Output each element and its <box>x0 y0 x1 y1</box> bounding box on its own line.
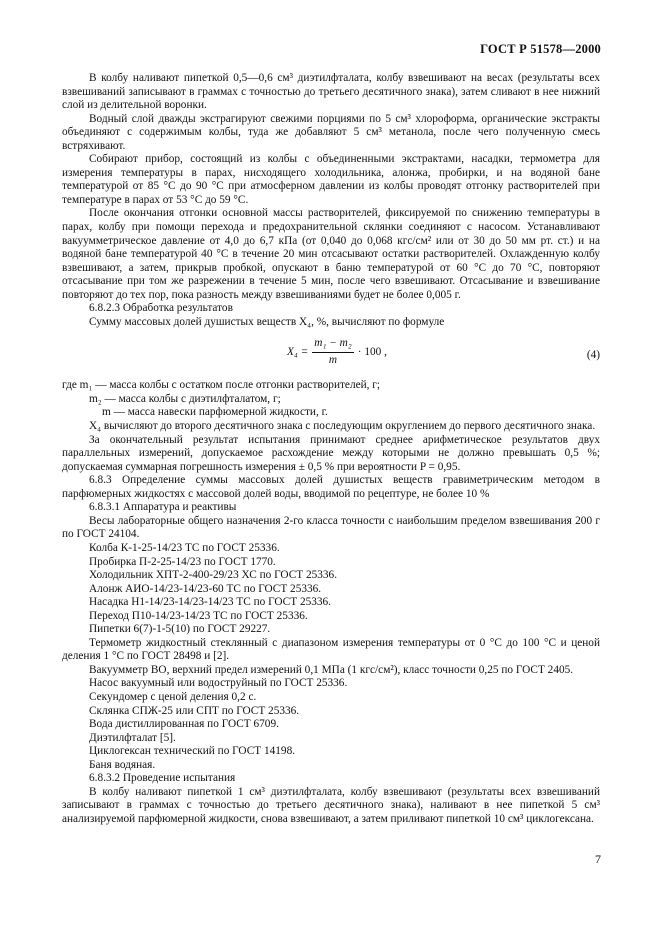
formula-tail: · 100 , <box>357 345 387 358</box>
formula-denominator: m <box>328 353 338 366</box>
paragraph: После окончания отгонки основной массы растворителей, фиксируемой по снижению температуры в парах, колбу при помощи перехода и предохранительной склянки соединяют с насосом. Устанавливают вакуумметрическое давление от 4,0 до 6,7 кПа (от 0,040 до 0,068 кгс/см² или от 30 до 50 мм рт. ст.) и на водяной бане температурой 40 °С в течение 20 мин отсасывают остатки растворителей. Охлажденную колбу взвешивают, а затем, прикрыв пробкой, опускают в баню температурой от 60 °С до 70 °С, повторяют отсасывание при том же разрежении в течение 5 мин, после чего взвешивают. Отсасывание и взвешивание повторяют до тех пор, пока разность между взвешиваниями будет не более 0,005 г. <box>62 207 600 301</box>
list-item: Алонж АИО-14/23-14/23-60 ТС по ГОСТ 25336. <box>89 582 322 595</box>
section-heading: 6.8.3.1 Аппаратура и реактивы <box>89 501 237 514</box>
list-item: Секундомер с ценой деления 0,2 с. <box>89 690 257 703</box>
list-item: Склянка СПЖ-25 или СПТ по ГОСТ 25336. <box>89 704 300 717</box>
paragraph: За окончательный результат испытания принимают среднее арифметическое результатов двух параллельных измерений, допускаемое расхождение между которыми не должно превышать 0,5 %; допускаемая суммарная погрешность измерения ± 0,5 % при вероятности P = 0,95. <box>62 433 600 473</box>
where-line: где m₁ — масса колбы с остатком после отгонки растворителей, г; <box>62 379 381 392</box>
formula-lhs: X₄ = <box>287 345 309 358</box>
formula-fraction <box>312 337 353 367</box>
paragraph: X₄ вычисляют до второго десятичного знака с последующим округлением до первого десятичного знака. <box>89 420 596 433</box>
list-item: Холодильник ХПТ-2-400-29/23 ХС по ГОСТ 25336. <box>89 569 338 582</box>
list-item: Диэтилфталат [5]. <box>89 731 176 744</box>
where-line: m₂ — масса колбы с диэтилфталатом, г; <box>89 392 281 405</box>
list-item: Вода дистиллированная по ГОСТ 6709. <box>89 718 279 731</box>
document-header: ГОСТ Р 51578—2000 <box>480 42 601 56</box>
paragraph: 6.8.3 Определение суммы массовых долей душистых веществ гравиметрическим методом в парфюмерных жидкостях с массовой долей воды, вводимой по рецептуре, не более 10 % <box>62 474 600 500</box>
section-heading: 6.8.2.3 Обработка результатов <box>89 302 233 315</box>
section-heading: 6.8.3.2 Проведение испытания <box>89 772 236 785</box>
where-line: m — масса навески парфюмерной жидкости, г. <box>102 406 328 419</box>
paragraph: Собирают прибор, состоящий из колбы с объединенными экстрактами, насадки, термометра для измерения температуры в парах, нисходящего холодильника, алонжа, пробирки, и на водяной бане температурой от 85 °С до 90 °С при атмосферном давлении из колбы проводят отгонку растворителей при температуре в парах от 53 °С до 59 °С. <box>62 153 600 206</box>
list-item: Пробирка П-2-25-14/23 по ГОСТ 1770. <box>89 555 276 568</box>
page-number: 7 <box>595 852 601 866</box>
list-item: Насадка Н1-14/23-14/23-14/23 ТС по ГОСТ 25336. <box>89 596 332 609</box>
list-item: Колба К-1-25-14/23 ТС по ГОСТ 25336. <box>89 541 280 554</box>
list-item: Вакуумметр ВО, верхний предел измерений 0,1 МПа (1 кгс/см²), класс точности 0,25 по ГОСТ 2405. <box>89 663 574 676</box>
formula-4 <box>62 331 600 377</box>
document-body <box>62 72 600 826</box>
list-item: Переход П10-14/23-14/23 ТС по ГОСТ 25336. <box>89 609 308 622</box>
list-item: Насос вакуумный или водоструйный по ГОСТ 25336. <box>89 677 348 690</box>
formula-intro: Сумму массовых долей душистых веществ X₄, %, вычисляют по формуле <box>89 315 445 328</box>
list-item: Циклогексан технический по ГОСТ 14198. <box>89 745 296 758</box>
paragraph: В колбу наливают пипеткой 0,5—0,6 см³ диэтилфталата, колбу взвешивают на весах (результаты всех взвешиваний записывают в граммах с точностью до третьего десятичного знака), затем сливают в нее нижний слой из делительной воронки. <box>62 72 600 112</box>
paragraph: Водный слой дважды экстрагируют свежими порциями по 5 см³ хлороформа, органические экстракты объединяют с содержимым колбы, туда же добавляют 5 см³ метанола, после чего полученную смесь встряхивают. <box>62 112 600 152</box>
paragraph: В колбу наливают пипеткой 1 см³ диэтилфталата, колбу взвешивают (результаты всех взвешиваний записывают в граммах с точностью до третьего десятичного знака), наливают в нее пипеткой 5 см³ анализируемой парфюмерной жидкости, снова взвешивают, а затем приливают пипеткой 10 см³ циклогексана. <box>62 785 600 825</box>
list-item: Баня водяная. <box>89 758 156 771</box>
formula-numerator: m₁ − m₂ <box>312 337 353 353</box>
list-item: Пипетки 6(7)-1-5(10) по ГОСТ 29227. <box>89 623 271 636</box>
list-item: Термометр жидкостный стеклянный с диапазоном измерения температуры от 0 °С до 100 °С и ценой деления 1 °С по ГОСТ 28498 и [2]. <box>62 636 600 663</box>
list-item: Весы лабораторные общего назначения 2-го класса точности с наибольшим пределом взвешивания 200 г по ГОСТ 24104. <box>62 514 600 541</box>
formula-number: (4) <box>586 349 600 362</box>
